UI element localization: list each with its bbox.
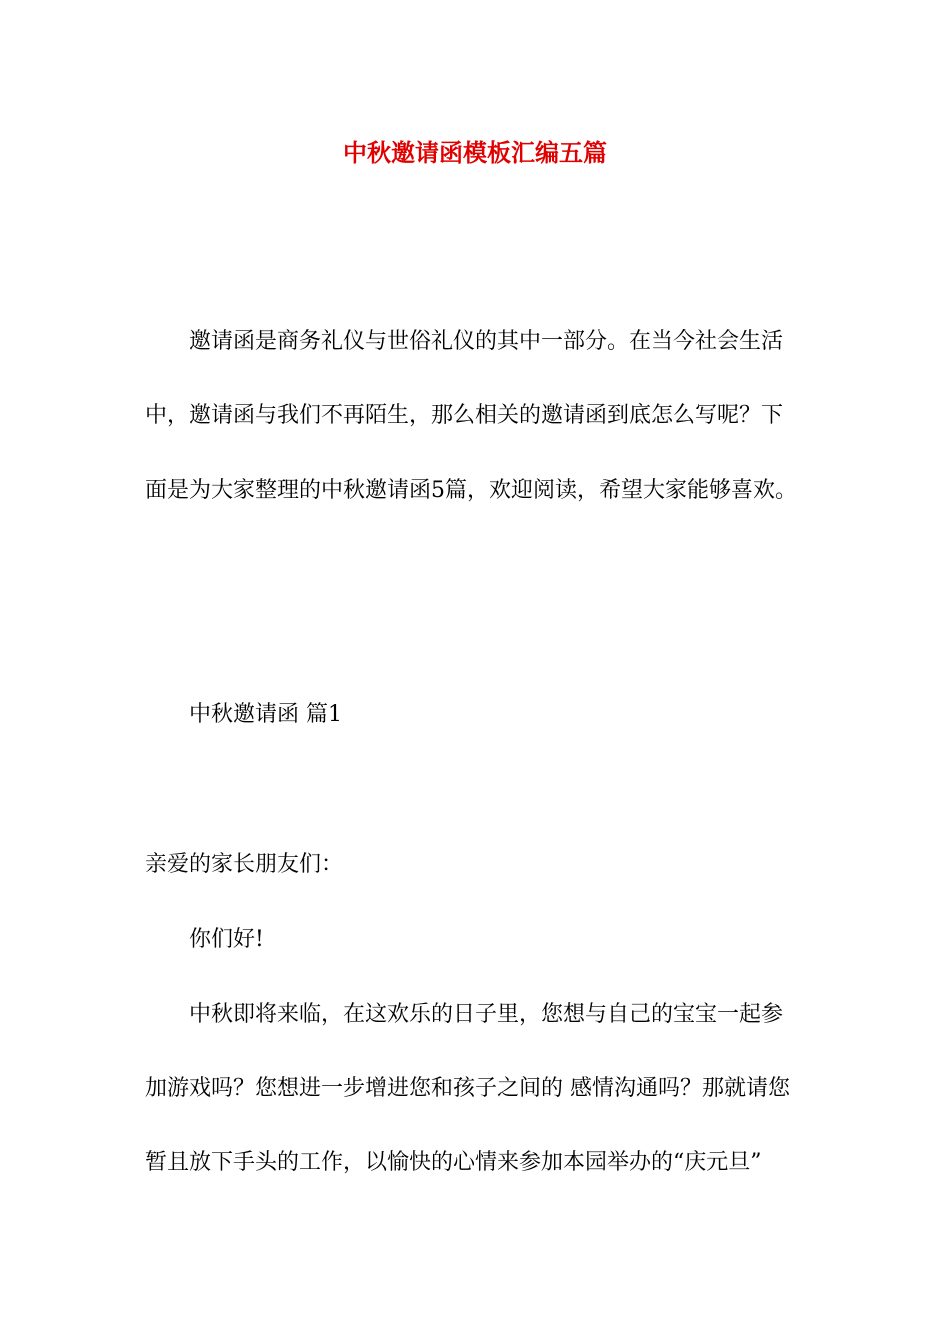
greeting: 你们好! bbox=[189, 927, 264, 952]
salutation: 亲爱的家长朋友们： bbox=[145, 852, 344, 877]
intro-line: 中，邀请函与我们不再陌生，那么相关的邀请函到底怎么写呢？下 bbox=[145, 403, 784, 428]
body-line: 暂且放下手头的工作，以愉快的心情来参加本园举办的“庆元旦” bbox=[145, 1150, 762, 1175]
intro-line: 邀请函是商务礼仪与世俗礼仪的其中一部分。在当今社会生活 bbox=[189, 329, 784, 354]
section-heading: 中秋邀请函 篇1 bbox=[189, 702, 342, 727]
body-line: 中秋即将来临，在这欢乐的日子里，您想与自己的宝宝一起参 bbox=[189, 1002, 784, 1027]
intro-line: 面是为大家整理的中秋邀请函5篇，欢迎阅读，希望大家能够喜欢。 bbox=[145, 478, 797, 503]
body-line: 加游戏吗？您想进一步增进您和孩子之间的 感情沟通吗？那就请您 bbox=[145, 1076, 790, 1101]
document-title: 中秋邀请函模板汇编五篇 bbox=[343, 138, 607, 167]
